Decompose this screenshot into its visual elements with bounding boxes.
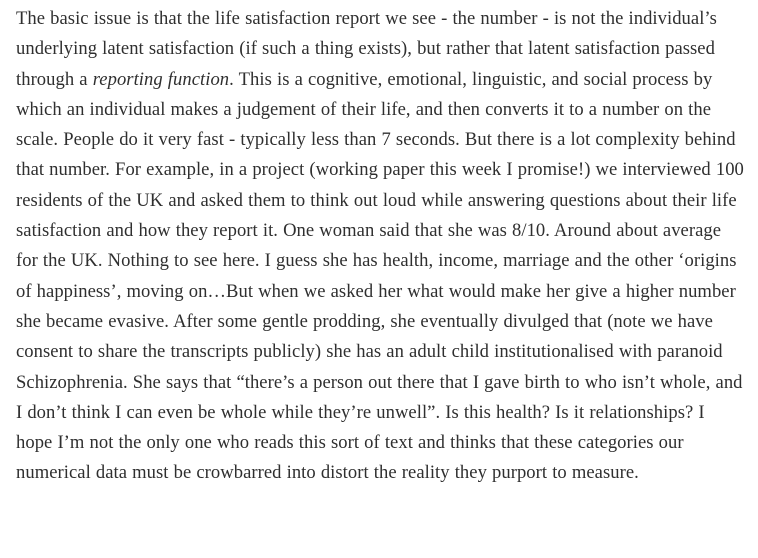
reporting-function-emphasis: reporting function bbox=[92, 68, 230, 90]
article-paragraph bbox=[16, 4, 746, 489]
paragraph-text-after: . This is a cognitive, emotional, linguistic, and social process by which an individual makes a judgement of their life, and then converts it to a number on the scale. People do it very fast - typically less than 7 seconds. But there is a lot complexity behind that number. For example, in a project (working paper this week I promise!) we interviewed 100 residents of the UK and asked them to think out loud while answering questions about their life satisfaction and how they report it. One woman said that she was 8/10. Around about average for the UK. Nothing to see here. I guess she has health, income, marriage and the other ‘origins of happiness’, moving on…But when we asked her what would make her give a higher number she became evasive. After some gentle prodding, she eventually divulged that (note we have consent to share the transcripts publicly) she has an adult child institutionalised with paranoid Schizophrenia. She says that “there’s a person out there that I gave birth to who isn’t whole, and I don’t think I can even be whole while they’re unwell”. Is this health? Is it relationships? I hope I’m not the only one who reads this sort of text and thinks that these categories our numerical data must be crowbarred into distort the reality they purport to measure. bbox=[16, 68, 744, 484]
paragraph-text-before: The basic issue is that the life satisfaction report we see - the number - is not the individual’s underlying latent satisfaction (if such a thing exists), but rather that latent satisfaction passed through a bbox=[16, 8, 717, 90]
